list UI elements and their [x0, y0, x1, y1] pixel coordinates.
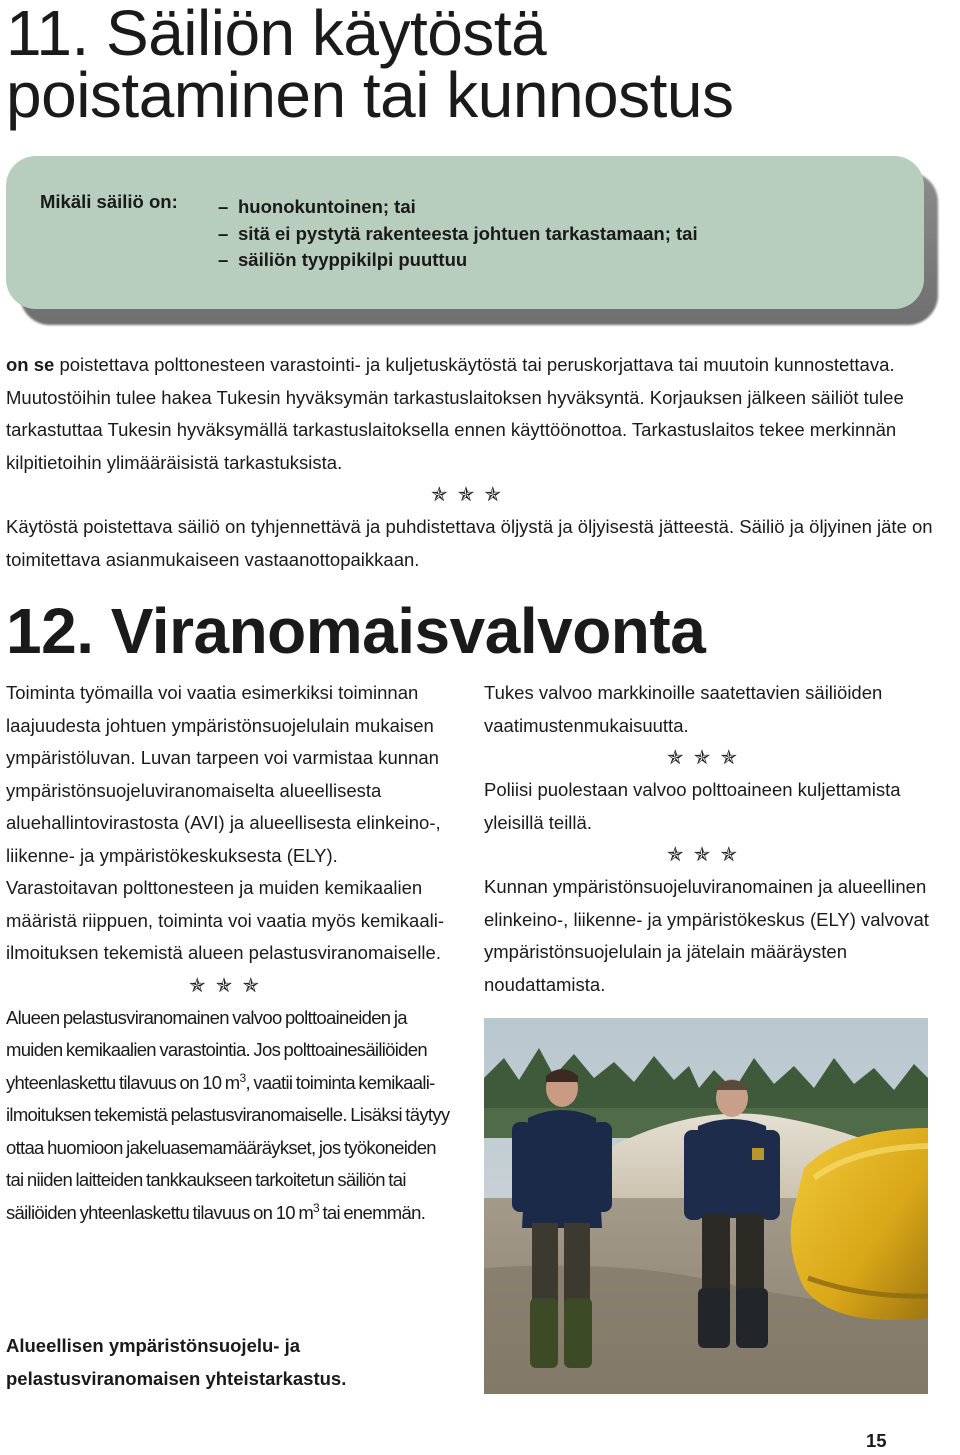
callout-item-text: säiliön tyyppikilpi puuttuu [238, 249, 468, 270]
section-11-title-line2: poistaminen tai kunnostus [6, 59, 734, 131]
photo-caption: Alueellisen ympäristönsuojelu- ja pelastusviranomaisen yhteistarkastus. [6, 1335, 347, 1389]
section-11-title [6, 0, 734, 131]
left-column [6, 677, 452, 1229]
callout-item-text: sitä ei pystytä rakenteesta johtuen tarkastamaan; tai [238, 222, 698, 244]
paragraph: Tukes valvoo markkinoille saatettavien säiliöiden vaatimustenmukaisuutta. [484, 682, 883, 736]
callout-box [6, 156, 924, 309]
callout-intro: Mikäli säiliö on: [40, 191, 178, 212]
paragraph-text: Alueen pelastusviranomainen valvoo polttoaineiden ja muiden kemikaalien varastointia. Jos polttoainesäiliöiden yhteenlaskettu tilavuus on 10 m [6, 1006, 427, 1093]
paragraph [6, 1002, 452, 1230]
paragraph-text: , vaatii toiminta kemikaali-ilmoituksen tekemistä pelastusviranomaiselle. Lisäksi täytyy ottaa huomioon jakeluasemamääräykset, jos työkoneiden tai niiden laitteiden tankkaukseen tarkoitetun säiliön tai säiliöiden yhteenlaskettu tilavuus on 10 m [6, 1071, 450, 1223]
superscript: 3 [313, 1200, 320, 1215]
star-separator: ✯✯✯ [666, 747, 748, 769]
superscript: 3 [239, 1070, 246, 1085]
callout-list [218, 191, 698, 277]
callout-panel [6, 156, 924, 309]
star-separator: ✯✯✯ [188, 974, 270, 997]
dash-marker: – [218, 222, 229, 244]
paragraph: Poliisi puolestaan valvoo polttoaineen kuljettamista yleisillä teillä. [484, 779, 901, 833]
paragraph [6, 349, 936, 479]
star-separator: ✯✯✯ [430, 484, 512, 506]
dash-marker: – [218, 196, 229, 217]
dash-marker: – [218, 249, 229, 270]
section-11-title-line1: 11. Säiliön käytöstä [6, 0, 547, 69]
section-11-body [6, 349, 936, 576]
paragraph: Käytöstä poistettava säiliö on tyhjennettävä ja puhdistettava öljystä ja öljyisestä jätteestä. Säiliö ja öljyinen jäte on toimitettava asianmukaiseen vastaanottopaikkaan. [6, 516, 933, 570]
star-separator: ✯✯✯ [666, 844, 748, 866]
paragraph-text: tai enemmän. [319, 1201, 426, 1223]
paragraph: Toiminta työmailla voi vaatia esimerkiksi toiminnan laajuudesta johtuen ympäristönsuojelulain mukaisen ympäristöluvan. Luvan tarpeen voi varmistaa kunnan ympäristönsuojeluviranomaiselta alueellisesta aluehallintovirastosta (AVI) ja alueellisesta elinkeino-, liikenne- ja ympäristökeskuksesta (ELY). Varastoitavan polttonesteen ja muiden kemikaalien määristä riippuen, toiminta voi vaatia myös kemikaali-ilmoituksen tekemistä alueen pelastusviranomaiselle. [6, 682, 445, 963]
bold-lead: on se [6, 354, 55, 375]
callout-item-text: huonokuntoinen; tai [238, 196, 416, 217]
photo-illustration [484, 1018, 928, 1394]
paragraph-text: poistettava polttonesteen varastointi- ja kuljetuskäytöstä tai peruskorjattava tai muutoin kunnostettava. Muutostöihin tulee hakea Tukesin hyväksymän tarkastuslaitoksen hyväksyntä. Korjauksen jälkeen säiliöt tulee tarkastuttaa Tukesin hyväksymällä tarkastuslaitoksella ennen käyttöönottoa. Tarkastuslaitos tekee merkinnän kilpitietoihin ylimääräisistä tarkastuksista. [6, 354, 904, 473]
right-column [484, 677, 930, 1001]
inspection-photo [484, 1018, 928, 1394]
section-12-title: 12. Viranomaisvalvonta [6, 595, 706, 667]
page-number: 15 [866, 1430, 887, 1451]
paragraph: Kunnan ympäristönsuojeluviranomainen ja alueellinen elinkeino-, liikenne- ja ympäristökeskus (ELY) valvovat ympäristönsuojelulain ja jätelain määräysten noudattamista. [484, 876, 929, 995]
